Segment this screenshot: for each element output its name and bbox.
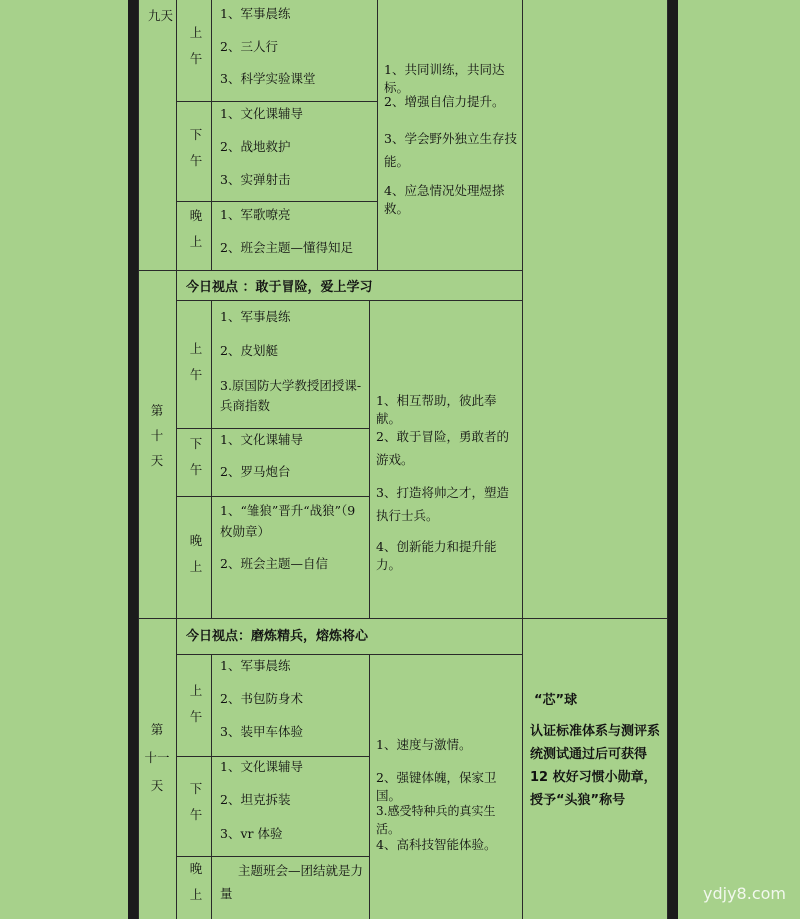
day11-goal: 2、强键体魄，保家卫国。 — [376, 770, 497, 803]
badge-title: “芯”球 — [534, 693, 578, 708]
day10-goal: 2、敢于冒险，勇敢者的游戏。 — [376, 429, 509, 467]
day9-afternoon-item: 2、战地救护 — [220, 139, 291, 154]
day11-today-view: 今日视点：磨炼精兵，熔炼将心 — [186, 629, 369, 644]
day9-morning-item: 1、军事晨练 — [220, 6, 291, 21]
day11-label: 第 十一 天 — [144, 722, 170, 793]
day10-today-view: 今日视点 ：敢于冒险，爱上学习 — [186, 280, 373, 295]
day9-goal: 3、学会野外独立生存技能。 — [384, 131, 517, 169]
day9-goal: 4、应急情况处理煜搽救。 — [384, 183, 505, 216]
day9-evening-item: 1、军歌嘹亮 — [220, 207, 291, 222]
watermark: ydjy8.com — [703, 884, 786, 903]
day9-afternoon-label: 下 午 — [189, 127, 203, 168]
day9-morning-label: 上 午 — [189, 25, 203, 66]
day11-goal: 1、速度与激情。 — [376, 737, 472, 752]
day11-afternoon-item: 2、坦克拆装 — [220, 792, 291, 807]
day10-evening-item: 1、“雏狼”晋升“战狼”（9 枚勋章） — [220, 503, 356, 539]
day11-morning-item: 2、书包防身术 — [220, 691, 303, 706]
day10-label: 第 十 天 — [150, 403, 164, 468]
schedule-table — [138, 0, 668, 919]
day10-goal: 4、创新能力和提升能力。 — [376, 539, 497, 572]
day10-morning-label: 上 午 — [189, 341, 203, 382]
day10-morning-item: 1、军事晨练 — [220, 309, 291, 324]
day9-evening-item: 2、班会主题—懂得知足 — [220, 240, 353, 255]
day10-goal: 1、相互帮助，彼此奉献。 — [376, 393, 497, 426]
day11-afternoon-item: 1、文化课辅导 — [220, 759, 303, 774]
day10-morning-item: 3.原国防大学教授团授课-兵商指数 — [220, 378, 362, 413]
day11-goal: 3.感受特种兵的真实生活。 — [376, 804, 496, 836]
day10-afternoon-item: 1、文化课辅导 — [220, 432, 303, 447]
day11-afternoon-label: 下 午 — [189, 781, 203, 822]
day9-goal: 2、增强自信力提升。 — [384, 94, 505, 109]
day9-afternoon-item: 3、实弹射击 — [220, 172, 291, 187]
day10-afternoon-item: 2、罗马炮台 — [220, 464, 291, 479]
day11-evening-label: 晚 上 — [189, 861, 203, 902]
day10-evening-label: 晚 上 — [189, 533, 203, 574]
day11-morning-item: 1、军事晨练 — [220, 658, 291, 673]
day9-morning-item: 2、三人行 — [220, 39, 278, 54]
day9-label: 九天 — [148, 8, 174, 23]
day10-evening-item: 2、班会主题—自信 — [220, 556, 328, 571]
right-border-band — [668, 0, 678, 919]
left-border-band — [128, 0, 138, 919]
day11-afternoon-item: 3、vr 体验 — [220, 826, 283, 841]
day11-evening-item: 主题班会—团结就是力量 — [220, 863, 364, 901]
day9-goal: 1、共同训练，共同达标。 — [384, 62, 505, 95]
day9-morning-item: 3、科学实验课堂 — [220, 71, 316, 86]
day9-evening-label: 晚 上 — [189, 208, 203, 249]
day10-goal: 3、打造将帅之才，塑造执行士兵。 — [376, 485, 509, 523]
day10-morning-item: 2、皮划艇 — [220, 343, 278, 358]
day10-afternoon-label: 下 午 — [189, 436, 203, 477]
day11-morning-label: 上 午 — [189, 683, 203, 724]
day9-afternoon-item: 1、文化课辅导 — [220, 106, 303, 121]
badge-description: 认证标准体系与测评系统测试通过后可获得 12 枚好习惯小勋章，授予“头狼”称号 — [530, 724, 661, 808]
day11-morning-item: 3、装甲车体验 — [220, 724, 303, 739]
day11-goal: 4、高科技智能体验。 — [376, 837, 497, 852]
